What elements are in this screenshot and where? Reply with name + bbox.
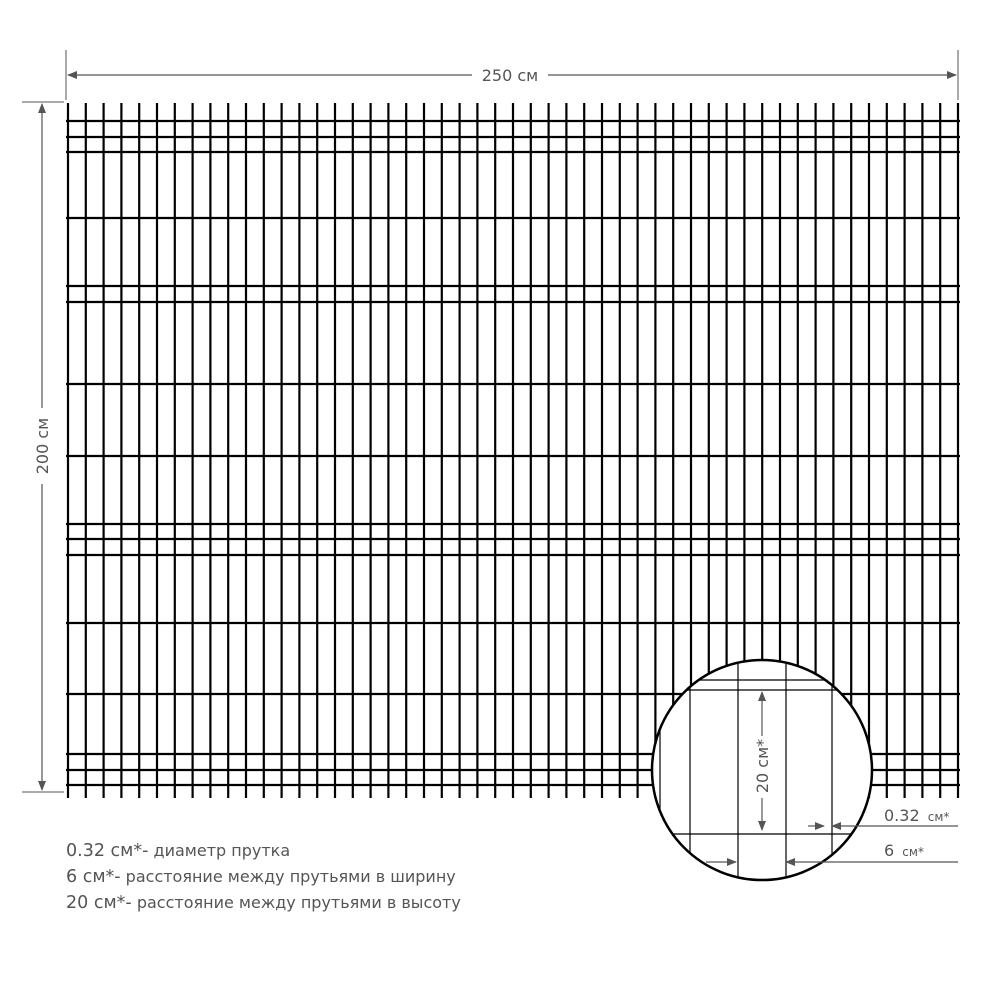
width-label: 250 см (481, 66, 539, 85)
legend-value: 0.32 см*- (66, 841, 149, 861)
legend (66, 838, 461, 916)
rod-diameter-label (884, 806, 949, 825)
legend-description: расстояние между прутьями в ширину (120, 867, 456, 886)
legend-description: диаметр прутка (148, 841, 291, 860)
vertical-spacing-label: 20 см* (753, 738, 772, 794)
horizontal-spacing-label (884, 841, 924, 860)
legend-item-width-spacing (66, 864, 461, 890)
legend-value: 6 см*- (66, 867, 121, 887)
legend-value: 20 см*- (66, 893, 132, 913)
legend-item-height-spacing (66, 890, 461, 916)
width-dimension (66, 50, 958, 100)
legend-item-rod-diameter (66, 838, 461, 864)
horizontal-spacing-value: 6 (884, 841, 895, 860)
horizontal-spacing-unit: см* (902, 845, 924, 859)
rod-diameter-value: 0.32 (884, 806, 920, 825)
rod-diameter-unit: см* (927, 810, 950, 824)
legend-description: расстояние между прутьями в высоту (131, 893, 461, 912)
height-label: 200 см (33, 417, 52, 475)
height-dimension (22, 102, 64, 792)
